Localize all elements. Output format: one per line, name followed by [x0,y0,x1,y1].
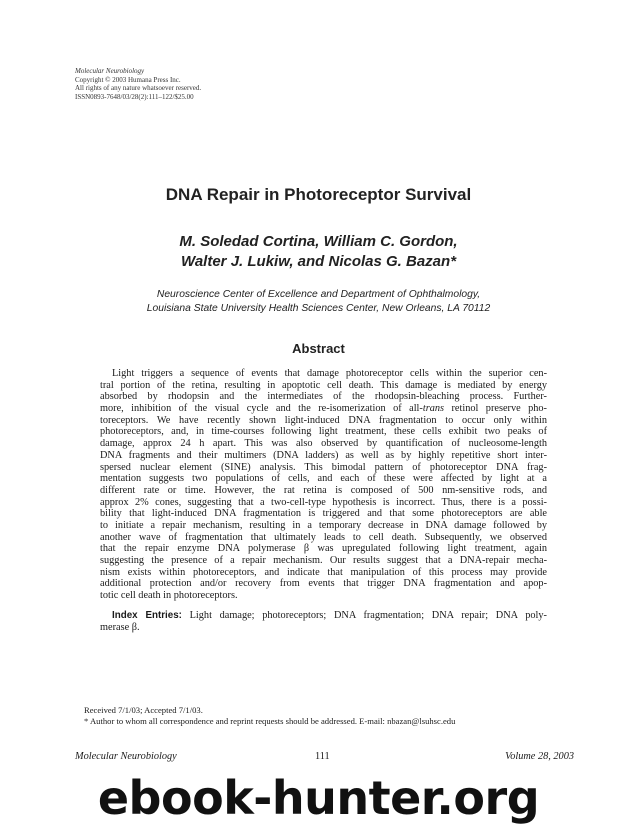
index-entries-text: Light damage; photoreceptors; DNA fragmentation; DNA repair; DNA poly- [181,610,547,621]
abstract-line: tral portion of the retina, resulting in apoptotic cell death. This damage is mediated by energy [100,379,547,391]
footer-page-number: 111 [315,751,330,762]
affiliation [0,288,637,316]
correspondence-note: * Author to whom all correspondence and reprint requests should be addressed. E-mail: nbazan@lsuhsc.edu [84,715,456,726]
authors-line-2: Walter J. Lukiw, and Nicolas G. Bazan* [180,253,457,270]
abstract-line: suggesting the presence of a repair mechanism. Our results suggest that a DNA-repair mecha- [100,555,547,566]
affiliation-line-2: Louisiana State University Health Sciences Center, New Orleans, LA 70112 [146,303,491,314]
abstract-body [100,368,547,602]
abstract-line: approx 2% cones, suggesting that a two-cell-type hypothesis is incorrect. Thus, there is a possi- [100,496,547,508]
abstract-line: absorbed by rhodopsin and the intermediates of the rhodopsin-bleaching process. Further- [100,391,547,403]
abstract-line: toreceptors. We have recently shown light-induced DNA fragmentation to occur only within [100,414,547,426]
abstract-line: mentation suggests two populations of cells, and each of these were affected by light at a [100,473,547,485]
abstract-heading: Abstract [292,341,345,356]
abstract-line: photoreceptors, and, in time-courses following light treatment, these cells exhibit two peaks of [100,426,547,438]
index-entries-line-2: merase β. [100,622,140,633]
header-copyright: Copyright © 2003 Humana Press Inc. [75,75,181,84]
header-journal-name: Molecular Neurobiology [75,67,145,75]
abstract-line: totic cell death in photoreceptors. [100,590,238,602]
journal-header [75,67,201,101]
authors-line-1: M. Soledad Cortina, William C. Gordon, [179,233,458,250]
abstract-line: damage, approx 24 h apart. This was also observed by quantification of nucleosome-length [100,438,547,450]
affiliation-line-1: Neuroscience Center of Excellence and Department of Ophthalmology, [156,289,481,300]
footnotes [84,705,455,726]
received-note: Received 7/1/03; Accepted 7/1/03. [84,705,203,715]
abstract-line: more, inhibition of the visual cycle and the re-isomerization of all-trans retinol preserve pho- [100,403,547,415]
abstract-line: bility that light-induced DNA fragmentation is triggered and that some photoreceptors are able [100,508,547,520]
abstract-line: to initiate a repair mechanism, resulting in a temporary decrease in DNA damage followed by [100,519,547,531]
watermark-logo: ebook-hunter.org [97,771,540,825]
footer-journal: Molecular Neurobiology [75,751,177,762]
header-issn: ISSN0893-7648/03/28(2):111–122/$25.00 [75,92,194,101]
abstract-line: different rate or time. However, the rat retina is composed of 500 nm-sensitive rods, and [100,484,547,496]
abstract-line: additional protection and/or recovery from events that trigger DNA fragmentation and apop- [100,578,547,590]
abstract-line: Light triggers a sequence of events that damage photoreceptor cells within the superior cen- [112,368,547,379]
article-title: DNA Repair in Photoreceptor Survival [165,185,472,204]
index-entries-line-1 [100,610,547,622]
abstract-line: spersed nuclear element (SINE) analysis. This bimodal pattern of photoreceptor DNA frag- [100,461,547,473]
abstract-line: another wave of fragmentation that ultimately leads to cell death. Subsequently, we observed [100,531,547,543]
abstract-line: that the repair enzyme DNA polymerase β was upregulated following light treatment, again [100,543,547,555]
index-entries-label: Index Entries: [112,610,182,621]
footer-volume: Volume 28, 2003 [505,751,574,762]
header-rights: All rights of any nature whatsoever reserved. [75,84,202,93]
index-entries [100,610,547,634]
author-list [0,232,637,272]
abstract-line: nism exists within photoreceptors, and indicate that manipulation of this process may provide [100,566,547,578]
abstract-line: DNA fragments and their multimers (DNA ladders) as well as by highly repetitive short inter- [100,449,547,461]
